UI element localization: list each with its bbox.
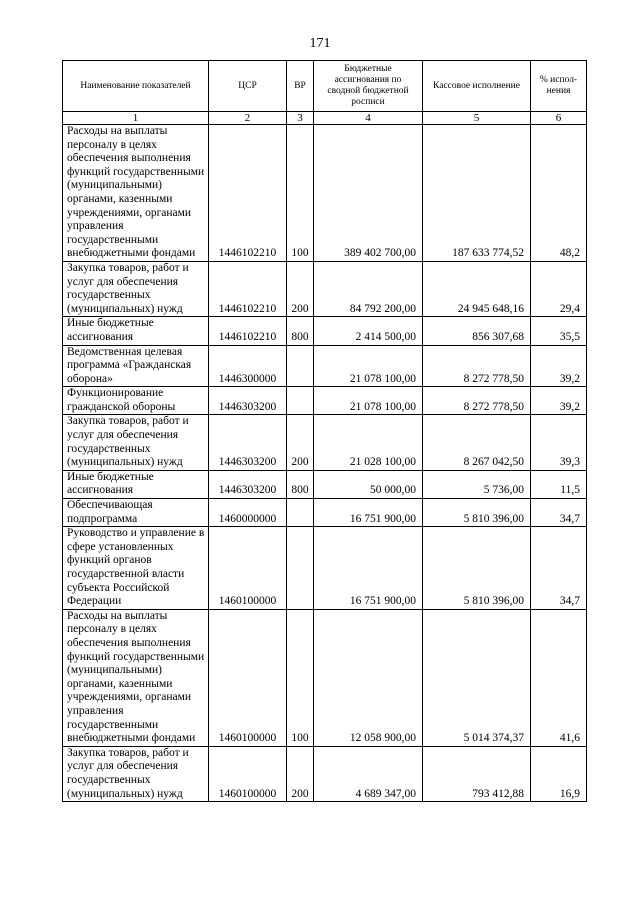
row-name: Обеспечивающая подпрограмма bbox=[63, 499, 209, 527]
table-row bbox=[63, 125, 587, 262]
table-row bbox=[63, 609, 587, 746]
header-csr: ЦСР bbox=[209, 61, 287, 112]
row-csr: 1446102210 bbox=[209, 317, 287, 345]
row-vr bbox=[287, 499, 314, 527]
row-vr bbox=[287, 527, 314, 610]
budget-execution-table bbox=[62, 60, 587, 802]
row-budget: 12 058 900,00 bbox=[314, 609, 423, 746]
row-budget: 21 078 100,00 bbox=[314, 345, 423, 387]
row-vr: 800 bbox=[287, 317, 314, 345]
table-body bbox=[63, 125, 587, 802]
row-cash: 8 272 778,50 bbox=[423, 345, 531, 387]
row-name: Закупка товаров, работ и услуг для обеспечения государственных (муниципальных) нужд bbox=[63, 261, 209, 316]
row-name: Иные бюджетные ассигнования bbox=[63, 317, 209, 345]
table-row bbox=[63, 261, 587, 316]
row-name: Закупка товаров, работ и услуг для обеспечения государственных (муниципальных) нужд bbox=[63, 415, 209, 470]
table-row bbox=[63, 746, 587, 801]
table-row bbox=[63, 345, 587, 387]
row-cash: 5 736,00 bbox=[423, 470, 531, 498]
row-budget: 21 078 100,00 bbox=[314, 387, 423, 415]
row-vr bbox=[287, 345, 314, 387]
row-vr: 100 bbox=[287, 609, 314, 746]
table-row bbox=[63, 415, 587, 470]
row-percent: 29,4 bbox=[531, 261, 587, 316]
header-row bbox=[63, 61, 587, 112]
table-row bbox=[63, 387, 587, 415]
row-budget: 84 792 200,00 bbox=[314, 261, 423, 316]
row-percent: 11,5 bbox=[531, 470, 587, 498]
row-budget: 21 028 100,00 bbox=[314, 415, 423, 470]
row-vr: 200 bbox=[287, 746, 314, 801]
header-vr: ВР bbox=[287, 61, 314, 112]
row-cash: 5 810 396,00 bbox=[423, 499, 531, 527]
row-budget: 4 689 347,00 bbox=[314, 746, 423, 801]
row-budget: 2 414 500,00 bbox=[314, 317, 423, 345]
row-cash: 5 810 396,00 bbox=[423, 527, 531, 610]
row-name: Функционирование гражданской обороны bbox=[63, 387, 209, 415]
row-csr: 1446102210 bbox=[209, 261, 287, 316]
row-csr: 1446303200 bbox=[209, 470, 287, 498]
row-vr bbox=[287, 387, 314, 415]
row-budget: 16 751 900,00 bbox=[314, 527, 423, 610]
table-row bbox=[63, 499, 587, 527]
header-percent: % испол-нения bbox=[531, 61, 587, 112]
row-csr: 1446303200 bbox=[209, 387, 287, 415]
column-number: 6 bbox=[531, 112, 587, 125]
row-csr: 1446303200 bbox=[209, 415, 287, 470]
row-name: Расходы на выплаты персоналу в целях обеспечения выполнения функций государственными (муниципальными) органами, казенными учреждениями, органами управления государственными внебюджетными фондами bbox=[63, 125, 209, 262]
row-name: Иные бюджетные ассигнования bbox=[63, 470, 209, 498]
row-csr: 1460100000 bbox=[209, 746, 287, 801]
row-vr: 100 bbox=[287, 125, 314, 262]
row-csr: 1460100000 bbox=[209, 527, 287, 610]
row-cash: 856 307,68 bbox=[423, 317, 531, 345]
page-number: 171 bbox=[309, 36, 331, 51]
row-vr: 200 bbox=[287, 261, 314, 316]
column-number: 5 bbox=[423, 112, 531, 125]
row-percent: 39,2 bbox=[531, 345, 587, 387]
row-vr: 200 bbox=[287, 415, 314, 470]
row-percent: 34,7 bbox=[531, 527, 587, 610]
column-number: 4 bbox=[314, 112, 423, 125]
row-percent: 39,3 bbox=[531, 415, 587, 470]
header-name: Наименование показателей bbox=[63, 61, 209, 112]
column-number: 3 bbox=[287, 112, 314, 125]
row-vr: 800 bbox=[287, 470, 314, 498]
row-csr: 1460000000 bbox=[209, 499, 287, 527]
row-name: Ведомственная целевая программа «Гражданская оборона» bbox=[63, 345, 209, 387]
row-csr: 1446300000 bbox=[209, 345, 287, 387]
table-row bbox=[63, 317, 587, 345]
row-cash: 24 945 648,16 bbox=[423, 261, 531, 316]
row-cash: 793 412,88 bbox=[423, 746, 531, 801]
row-percent: 34,7 bbox=[531, 499, 587, 527]
row-budget: 50 000,00 bbox=[314, 470, 423, 498]
column-number: 2 bbox=[209, 112, 287, 125]
row-name: Руководство и управление в сфере установленных функций органов государственной власти субъекта Российской Федерации bbox=[63, 527, 209, 610]
row-csr: 1460100000 bbox=[209, 609, 287, 746]
row-percent: 16,9 bbox=[531, 746, 587, 801]
row-percent: 39,2 bbox=[531, 387, 587, 415]
row-percent: 48,2 bbox=[531, 125, 587, 262]
column-number-row bbox=[63, 112, 587, 125]
header-cash: Кассовое исполнение bbox=[423, 61, 531, 112]
row-percent: 41,6 bbox=[531, 609, 587, 746]
header-budget: Бюджетные ассигнования по сводной бюджетной росписи bbox=[314, 61, 423, 112]
row-name: Расходы на выплаты персоналу в целях обеспечения выполнения функций государственными (муниципальными) органами, казенными учреждениями, органами управления государственными внебюджетными фондами bbox=[63, 609, 209, 746]
row-budget: 16 751 900,00 bbox=[314, 499, 423, 527]
column-number: 1 bbox=[63, 112, 209, 125]
row-budget: 389 402 700,00 bbox=[314, 125, 423, 262]
table-row bbox=[63, 470, 587, 498]
row-cash: 187 633 774,52 bbox=[423, 125, 531, 262]
row-csr: 1446102210 bbox=[209, 125, 287, 262]
row-name: Закупка товаров, работ и услуг для обеспечения государственных (муниципальных) нужд bbox=[63, 746, 209, 801]
row-cash: 8 272 778,50 bbox=[423, 387, 531, 415]
row-cash: 5 014 374,37 bbox=[423, 609, 531, 746]
row-cash: 8 267 042,50 bbox=[423, 415, 531, 470]
row-percent: 35,5 bbox=[531, 317, 587, 345]
table-row bbox=[63, 527, 587, 610]
